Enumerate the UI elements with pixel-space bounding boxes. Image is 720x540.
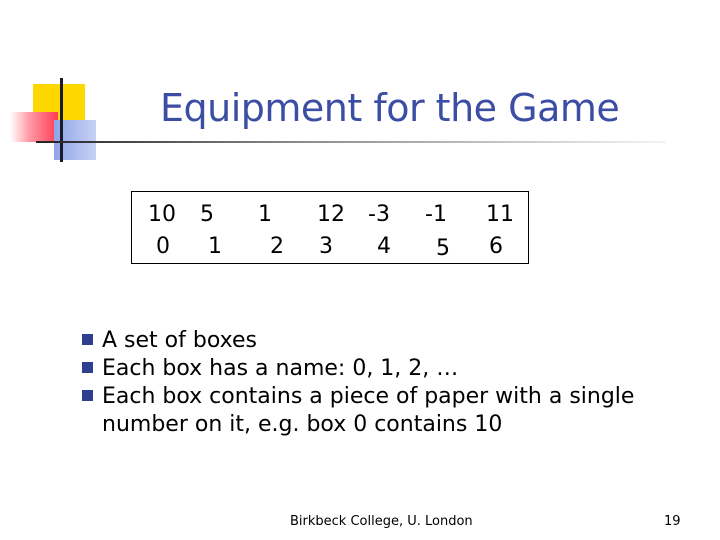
red-square-decoration	[10, 112, 58, 142]
box-name: 4	[377, 234, 391, 259]
bullet-text: Each box contains a piece of paper with a single	[102, 384, 635, 409]
box-name: 2	[270, 234, 284, 259]
decorative-logo	[0, 0, 110, 170]
bullet-item	[80, 383, 680, 439]
box-value: 12	[317, 202, 345, 227]
square-bullet-icon	[82, 390, 93, 401]
box-value: 1	[258, 202, 272, 227]
box-value: -3	[368, 202, 390, 227]
box-name: 3	[319, 234, 333, 259]
square-bullet-icon	[82, 362, 93, 373]
boxes-array	[131, 191, 529, 264]
bullet-text-continuation: number on it, e.g. box 0 contains 10	[102, 412, 503, 437]
box-name: 0	[156, 234, 170, 259]
bullet-item	[80, 355, 680, 383]
title-underline	[36, 141, 666, 143]
bullet-list	[80, 327, 680, 439]
footer-text: Birkbeck College, U. London	[290, 514, 473, 529]
bullet-text: Each box has a name: 0, 1, 2, …	[102, 356, 459, 381]
box-name: 5	[436, 236, 450, 261]
bullet-item	[80, 327, 680, 355]
box-value: -1	[425, 202, 447, 227]
page-number: 19	[664, 514, 681, 529]
vertical-rule	[60, 78, 63, 162]
box-name: 6	[489, 234, 503, 259]
box-value: 11	[486, 202, 514, 227]
box-value: 5	[200, 202, 214, 227]
bullet-text: A set of boxes	[102, 328, 257, 353]
slide-title: Equipment for the Game	[160, 86, 620, 130]
box-name: 1	[208, 234, 222, 259]
box-value: 10	[148, 202, 176, 227]
square-bullet-icon	[82, 334, 93, 345]
